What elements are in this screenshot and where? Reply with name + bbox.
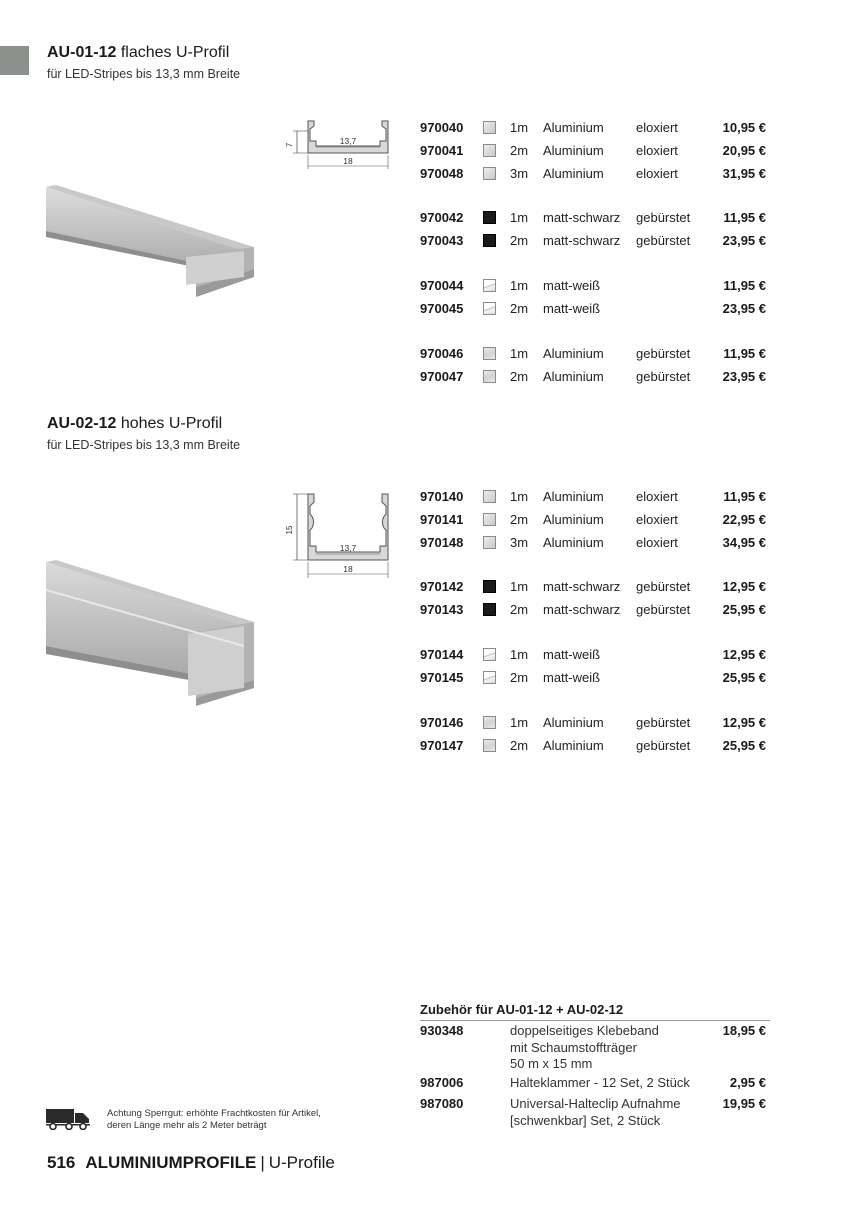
- material: matt-weiß: [543, 647, 601, 662]
- product-subtitle-au-02-12: für LED-Stripes bis 13,3 mm Breite: [47, 438, 241, 452]
- material: matt-weiß: [543, 670, 601, 685]
- accessories-title: Zubehör für AU-01-12 + AU-02-12: [420, 1002, 624, 1017]
- length: 2m: [510, 233, 529, 248]
- accessories-divider: [420, 1020, 770, 1021]
- article-number: 970040: [420, 120, 464, 135]
- material: Aluminium: [543, 535, 604, 550]
- finish-swatch-aluminium: [483, 167, 496, 180]
- table-row: [420, 737, 770, 755]
- finish-swatch-brushed: [483, 347, 496, 360]
- table-row: [420, 646, 770, 664]
- article-number: 930348: [420, 1023, 464, 1038]
- material: matt-schwarz: [543, 210, 621, 225]
- price: 11,95 €: [723, 346, 766, 361]
- table-row: [420, 511, 770, 529]
- material: matt-weiß: [543, 278, 601, 293]
- table-row: [420, 578, 770, 596]
- material: Aluminium: [543, 512, 604, 527]
- surface-finish: gebürstet: [636, 233, 691, 248]
- finish-swatch-aluminium: [483, 536, 496, 549]
- length: 3m: [510, 535, 529, 550]
- finish-swatch-black: [483, 580, 496, 593]
- article-number: 970041: [420, 143, 464, 158]
- outer-width-label: 18: [343, 156, 353, 166]
- table-row: [420, 165, 770, 183]
- bulky-goods-notice: Achtung Sperrgut: erhöhte Frachtkosten für Artikel, deren Länge mehr als 2 Meter beträgt: [107, 1108, 321, 1131]
- length: 1m: [510, 579, 529, 594]
- table-row: [420, 714, 770, 732]
- finish-swatch-white: [483, 279, 496, 292]
- profile-drawing-au-02-12: [282, 490, 400, 578]
- price: 11,95 €: [723, 210, 766, 225]
- price: 19,95 €: [722, 1096, 766, 1111]
- material: Aluminium: [543, 166, 604, 181]
- table-row: [420, 345, 770, 363]
- height-dimension-label: 15: [285, 525, 294, 535]
- article-number: 970048: [420, 166, 464, 181]
- article-number: 987080: [420, 1096, 464, 1111]
- finish-swatch-white: [483, 671, 496, 684]
- accessory-description: Universal-Halteclip Aufnahme [schwenkbar] Set, 2 Stück: [510, 1096, 681, 1128]
- finish-swatch-brushed: [483, 739, 496, 752]
- length: 2m: [510, 143, 529, 158]
- article-number: 970046: [420, 346, 464, 361]
- material: Aluminium: [543, 143, 604, 158]
- surface-finish: eloxiert: [636, 535, 678, 550]
- material: matt-weiß: [543, 301, 601, 316]
- page-number: 516: [47, 1153, 76, 1172]
- length: 1m: [510, 278, 529, 293]
- material: matt-schwarz: [543, 233, 621, 248]
- surface-finish: gebürstet: [636, 346, 691, 361]
- price: 23,95 €: [722, 301, 766, 316]
- table-row: [420, 119, 770, 137]
- price: 11,95 €: [723, 489, 766, 504]
- surface-finish: eloxiert: [636, 120, 678, 135]
- length: 1m: [510, 120, 529, 135]
- table-row: [420, 209, 770, 227]
- length: 1m: [510, 647, 529, 662]
- finish-swatch-brushed: [483, 370, 496, 383]
- accessory-description: Halteklammer - 12 Set, 2 Stück: [510, 1075, 690, 1090]
- article-number: 970146: [420, 715, 464, 730]
- finish-swatch-aluminium: [483, 144, 496, 157]
- price: 20,95 €: [722, 143, 766, 158]
- article-number: 970043: [420, 233, 464, 248]
- price: 12,95 €: [722, 647, 766, 662]
- table-row: [420, 368, 770, 386]
- article-number: 970141: [420, 512, 464, 527]
- article-number: 970044: [420, 278, 464, 293]
- finish-swatch-black: [483, 234, 496, 247]
- price: 12,95 €: [722, 715, 766, 730]
- page-footer: [47, 1153, 335, 1173]
- price: 10,95 €: [722, 120, 766, 135]
- surface-finish: gebürstet: [636, 715, 691, 730]
- price: 18,95 €: [722, 1023, 766, 1038]
- article-number: 970147: [420, 738, 464, 753]
- subsection-name: U-Profile: [268, 1153, 335, 1172]
- article-number: 970144: [420, 647, 464, 662]
- table-row: [420, 277, 770, 295]
- finish-swatch-white: [483, 648, 496, 661]
- length: 2m: [510, 670, 529, 685]
- price: 23,95 €: [722, 233, 766, 248]
- finish-swatch-black: [483, 603, 496, 616]
- product-subtitle-au-01-12: für LED-Stripes bis 13,3 mm Breite: [47, 67, 241, 81]
- inner-width-label: 13,7: [339, 543, 357, 553]
- surface-finish: eloxiert: [636, 489, 678, 504]
- finish-swatch-aluminium: [483, 121, 496, 134]
- surface-finish: gebürstet: [636, 579, 691, 594]
- price: 12,95 €: [722, 579, 766, 594]
- material: Aluminium: [543, 369, 604, 384]
- accessory-description: doppelseitiges Klebeband mit Schaumstoffträger 50 m x 15 mm: [510, 1023, 659, 1071]
- article-number: 970142: [420, 579, 464, 594]
- material: Aluminium: [543, 489, 604, 504]
- table-row: [420, 488, 770, 506]
- article-number: 987006: [420, 1075, 464, 1090]
- finish-swatch-brushed: [483, 716, 496, 729]
- table-row: [420, 601, 770, 619]
- length: 1m: [510, 489, 529, 504]
- length: 2m: [510, 512, 529, 527]
- surface-finish: eloxiert: [636, 166, 678, 181]
- price: 25,95 €: [722, 738, 766, 753]
- product-title-au-02-12: AU-02-12 hohes U-Profil: [47, 415, 223, 432]
- truck-icon: [46, 1108, 90, 1130]
- product-title-au-01-12: AU-01-12 flaches U-Profil: [47, 44, 230, 61]
- length: 1m: [510, 346, 529, 361]
- height-dimension-label: 7: [285, 142, 294, 148]
- material: matt-schwarz: [543, 602, 621, 617]
- article-number: 970148: [420, 535, 464, 550]
- length: 1m: [510, 715, 529, 730]
- price: 11,95 €: [723, 278, 766, 293]
- price: 2,95 €: [729, 1075, 766, 1090]
- price: 34,95 €: [722, 535, 766, 550]
- finish-swatch-black: [483, 211, 496, 224]
- material: Aluminium: [543, 738, 604, 753]
- table-row: [420, 534, 770, 552]
- outer-width-label: 18: [343, 564, 353, 574]
- table-row: [420, 669, 770, 687]
- length: 2m: [510, 738, 529, 753]
- surface-finish: eloxiert: [636, 143, 678, 158]
- price: 25,95 €: [722, 670, 766, 685]
- article-number: 970140: [420, 489, 464, 504]
- length: 2m: [510, 369, 529, 384]
- surface-finish: gebürstet: [636, 210, 691, 225]
- surface-finish: gebürstet: [636, 738, 691, 753]
- section-name: ALUMINIUMPROFILE: [85, 1153, 257, 1172]
- table-row: [420, 142, 770, 160]
- material: Aluminium: [543, 346, 604, 361]
- price: 25,95 €: [722, 602, 766, 617]
- article-number: 970143: [420, 602, 464, 617]
- length: 1m: [510, 210, 529, 225]
- surface-finish: eloxiert: [636, 512, 678, 527]
- article-number: 970042: [420, 210, 464, 225]
- finish-swatch-white: [483, 302, 496, 315]
- product-photo-au-01-12: [46, 185, 256, 300]
- footer-separator: |: [260, 1153, 265, 1172]
- surface-finish: gebürstet: [636, 369, 691, 384]
- product-photo-au-02-12: [46, 560, 256, 710]
- finish-swatch-aluminium: [483, 513, 496, 526]
- surface-finish: gebürstet: [636, 602, 691, 617]
- finish-swatch-aluminium: [483, 490, 496, 503]
- profile-drawing-au-01-12: [282, 117, 400, 173]
- article-number: 970045: [420, 301, 464, 316]
- length: 2m: [510, 602, 529, 617]
- inner-width-label: 13,7: [339, 136, 357, 146]
- table-row: [420, 300, 770, 318]
- table-row: [420, 232, 770, 250]
- section-tab-marker: [0, 46, 29, 75]
- material: Aluminium: [543, 715, 604, 730]
- material: matt-schwarz: [543, 579, 621, 594]
- article-number: 970145: [420, 670, 464, 685]
- price: 31,95 €: [722, 166, 766, 181]
- price: 22,95 €: [722, 512, 766, 527]
- price: 23,95 €: [722, 369, 766, 384]
- length: 3m: [510, 166, 529, 181]
- length: 2m: [510, 301, 529, 316]
- article-number: 970047: [420, 369, 464, 384]
- material: Aluminium: [543, 120, 604, 135]
